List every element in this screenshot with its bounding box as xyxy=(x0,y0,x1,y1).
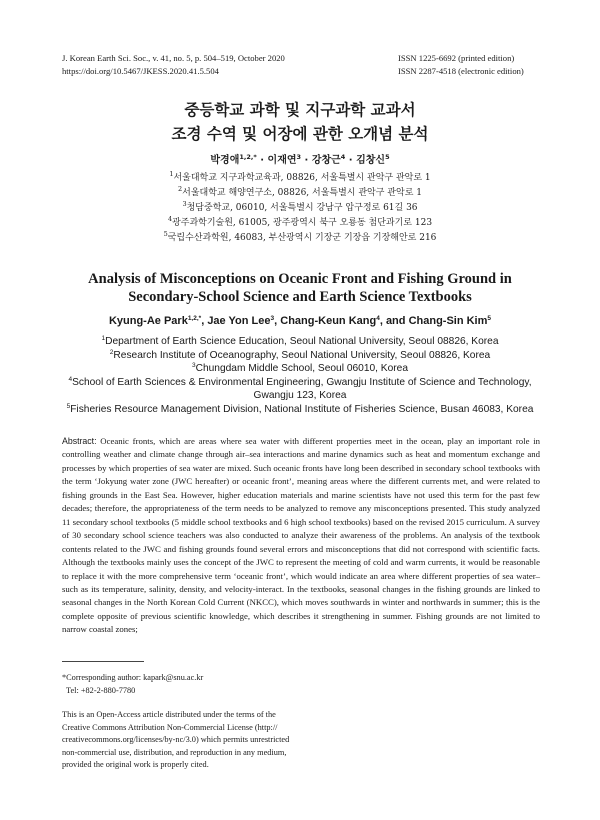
affiliation-sup: 1 xyxy=(101,335,106,342)
english-authors xyxy=(0,315,600,327)
corresponding-author xyxy=(62,672,203,697)
author-sup: 3 xyxy=(296,153,302,161)
affiliation-line xyxy=(0,186,600,201)
abstract-text: Oceanic fronts, which are areas where sea water with different properties meet in the ocean, play an important role in controlling weather and climate change through air–sea interactions and marine dynamics such as heat and momentum exchange and processes by which properties of sea water are mixed. Such oceanic fronts have long been described in secondary school textbooks with the term ‘Jokyung water zone (JWC hereafter) or oceanic front’, meaning areas where the different currents met, and were related to fishing grounds in the East Sea. However, higher education materials and marine scientists have not used this term for the past few decades; therefore, the appropriateness of the term needs to be analyzed to remove any misconceptions presented. This study analyzed 11 secondary school textbooks (5 middle school textbooks and 6 high school textbooks) based on the revised 2015 curriculum. A survey of 30 secondary school science teachers was also conducted to analyze their awareness of the problems. An analysis of the textbook contents related to the JWC and fishing grounds found several errors and misconceptions that did not correspond with scientific facts. Although the textbooks mainly uses the concept of the JWC to represent the meeting of cold and warm currents, it would be reasonable to replace it with the more comprehensive term ‘oceanic front’, which would indicate an area where different properties of sea water–such as its temperature, salinity, density, and velocity-interact. In the textbooks, seasonal changes in the fishing grounds are linked to seasonal changes in the North Korean Cold Current (NKCC), which moves southwards in winter and northwards in summer; this is the complete opposite of previous scientific knowledge, which describes it strengthening in summer. Fishing grounds are not limited to narrow coastal zones; xyxy=(62,436,541,635)
affiliation-sup: 2 xyxy=(178,185,183,193)
affiliation-line xyxy=(0,376,600,390)
affiliation-sup: 5 xyxy=(66,402,71,410)
author-sup: 4 xyxy=(376,315,380,322)
author-name: 김창신 xyxy=(356,155,386,166)
affiliation-sup: 2 xyxy=(109,348,114,356)
doi-link[interactable]: https://doi.org/10.5467/JKESS.2020.41.5.504 xyxy=(62,65,219,76)
affiliation-sup: 1 xyxy=(169,170,174,178)
affiliation-text: Chungdam Middle School, Seoul 06010, Korea xyxy=(195,363,408,375)
journal-citation: J. Korean Earth Sci. Soc., v. 41, no. 5, p. 504–519, October 2020 xyxy=(62,53,285,63)
author-separator: , xyxy=(274,315,281,327)
affiliation-line xyxy=(0,201,600,216)
affiliation-sup: 4 xyxy=(68,375,73,383)
affiliation-text: 광주과학기술원, 61005, 광주광역시 북구 오룡동 첨단과기로 123 xyxy=(172,218,433,228)
affiliation-sup: 3 xyxy=(182,200,187,208)
author-separator: , and xyxy=(379,315,409,327)
author-sup: 5 xyxy=(487,315,492,322)
open-access-notice: This is an Open-Access article distributed under the terms of the Creative Commons Attribution Non-Commercial License (http:// creativecommons.org/licenses/by-nc/3.0) which permits unrestricted non-commercial use, distribution, and reproduction in any medium, provided the original work is properly cited. xyxy=(62,710,290,769)
issn-block xyxy=(398,52,524,77)
affiliation-line xyxy=(0,216,600,231)
affiliation-line xyxy=(0,403,600,417)
affiliation-line xyxy=(0,231,600,246)
corresponding-tel: Tel: +82-2-880-7780 xyxy=(66,685,136,695)
author-name: Chang-Keun Kang xyxy=(280,315,377,327)
issn-electronic: ISSN 2287-4518 (electronic edition) xyxy=(398,65,524,76)
author-name: 박경애 xyxy=(210,155,240,166)
affiliation-text: School of Earth Sciences & Environmental Engineering, Gwangju Institute of Science and Technology, xyxy=(72,376,532,388)
author-separator: · xyxy=(345,155,357,166)
issn-print: ISSN 1225-6692 (printed edition) xyxy=(398,53,515,63)
affiliation-text: 국립수산과학원, 46083, 부산광역시 기장군 기장읍 기장해안로 216 xyxy=(167,233,437,243)
author-sup: 4 xyxy=(340,153,346,161)
affiliation-text: 서울대학교 지구과학교육과, 08826, 서울특별시 관악구 관악로 1 xyxy=(173,173,431,183)
affiliation-line xyxy=(0,349,600,363)
affiliation-text: Fisheries Resource Management Division, National Institute of Fisheries Science, Busan 46083, Korea xyxy=(70,403,534,415)
affiliation-text: Research Institute of Oceanography, Seoul National University, Seoul 08826, Korea xyxy=(113,349,491,361)
korean-title-line2: 조경 수역 및 어장에 관한 오개념 분석 xyxy=(171,125,429,143)
english-affiliations xyxy=(0,335,600,417)
author-separator: , xyxy=(201,315,208,327)
affiliation-text: 서울대학교 해양연구소, 08826, 서울특별시 관악구 관악로 1 xyxy=(182,188,422,198)
korean-affiliations xyxy=(0,171,600,246)
korean-authors xyxy=(0,151,600,166)
english-title-line2: Secondary-School Science and Earth Science Textbooks xyxy=(128,289,472,305)
author-sup: 1,2,* xyxy=(239,153,257,161)
author-separator: · xyxy=(256,155,268,166)
author-name: Jae Yon Lee xyxy=(207,315,271,327)
affiliation-sup: 4 xyxy=(167,215,173,223)
author-sup: 3 xyxy=(270,315,275,322)
author-name: 이재연 xyxy=(267,155,297,166)
author-separator: · xyxy=(301,155,312,166)
affiliation-text: Department of Earth Science Education, Seoul National University, Seoul 08826, Korea xyxy=(105,336,499,347)
korean-title-line1: 중등학교 과학 및 지구과학 교과서 xyxy=(184,101,416,119)
journal-header xyxy=(62,52,285,77)
affiliation-sup: 5 xyxy=(163,230,168,238)
author-sup: 5 xyxy=(385,153,390,161)
affiliation-line xyxy=(0,362,600,376)
author-name: Kyung-Ae Park xyxy=(108,315,188,327)
author-sup: 1,2,* xyxy=(187,315,202,322)
affiliation-line xyxy=(0,389,600,403)
affiliation-line xyxy=(0,171,600,186)
affiliation-text: Gwangju 123, Korea xyxy=(253,390,347,402)
english-title xyxy=(0,270,600,306)
corresponding-email: *Corresponding author: kapark@snu.ac.kr xyxy=(62,673,204,682)
abstract xyxy=(62,435,540,637)
footnote-divider xyxy=(62,661,144,662)
abstract-label: Abstract: xyxy=(62,436,97,446)
affiliation-sup: 3 xyxy=(191,362,196,370)
korean-title xyxy=(0,98,600,146)
affiliation-text: 청담중학교, 06010, 서울특별시 강남구 압구정로 61길 36 xyxy=(186,203,418,213)
author-name: Chang-Sin Kim xyxy=(408,315,488,327)
author-name: 강창근 xyxy=(311,155,341,166)
affiliation-line xyxy=(0,335,600,349)
english-title-line1: Analysis of Misconceptions on Oceanic Front and Fishing Ground in xyxy=(88,271,512,287)
